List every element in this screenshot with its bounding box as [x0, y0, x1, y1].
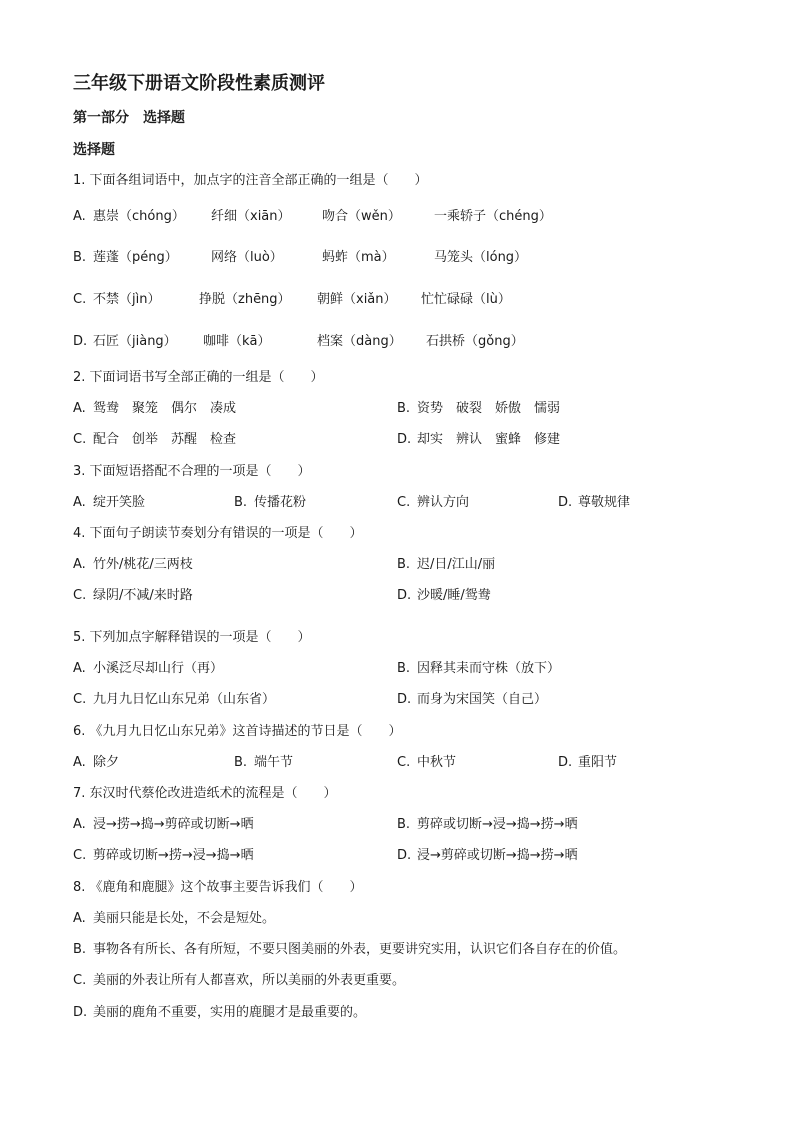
q1-option-a-word-4: 一乘轿子（chéng） [434, 209, 552, 224]
q7-option-d-label: D. [397, 848, 412, 863]
q1-option-a-word-1: 惠崇（chóng） [93, 209, 185, 224]
q4-option-c-text: 绿阴/不减/来时路 [93, 588, 193, 603]
q6-option-d-text: 重阳节 [578, 755, 618, 770]
q3-option-b-text: 传播花粉 [254, 495, 307, 510]
q6-option-b-label: B. [234, 755, 248, 770]
q7-option-a-text: 浸→捞→捣→剪碎或切断→晒 [93, 817, 254, 832]
section-heading: 选择题 [73, 142, 115, 158]
q5-option-c-text: 九月九日忆山东兄弟（山东省） [93, 692, 276, 707]
q6-option-c-label: C. [397, 755, 411, 770]
q2-option-a-text: 鸳鸯 聚笼 偶尔 凑成 [93, 401, 237, 416]
q2-option-a-label: A. [73, 401, 86, 416]
question-8-stem: 8. 《鹿角和鹿腿》这个故事主要告诉我们（ ） [73, 880, 363, 895]
q1-option-d-word-1: 石匠（jiàng） [93, 334, 177, 349]
q8-option-a-label: A. [73, 911, 86, 926]
q2-option-d-text: 却实 辨认 蜜蜂 修建 [417, 432, 561, 447]
q7-option-b-label: B. [397, 817, 411, 832]
q6-option-c-text: 中秋节 [417, 755, 457, 770]
q1-option-a-word-2: 纤细（xiān） [211, 209, 291, 224]
q5-option-a-text: 小溪泛尽却山行（再） [93, 661, 224, 676]
q4-option-b-label: B. [397, 557, 411, 572]
q2-option-b-label: B. [397, 401, 411, 416]
q1-option-a-label: A. [73, 209, 86, 224]
q1-option-d-word-4: 石拱桥（gǒng） [426, 334, 524, 349]
q6-option-b-text: 端午节 [254, 755, 294, 770]
q1-option-d-word-3: 档案（dàng） [317, 334, 402, 349]
q3-option-c-text: 辨认方向 [417, 495, 470, 510]
question-1-stem: 1. 下面各组词语中，加点字的注音全部正确的一组是（ ） [73, 173, 428, 188]
q4-option-c-label: C. [73, 588, 87, 603]
q8-option-a-text: 美丽只能是长处，不会是短处。 [93, 911, 276, 926]
question-5-stem: 5. 下列加点字解释错误的一项是（ ） [73, 630, 311, 645]
q5-option-d-text: 而身为宋国笑（自己） [417, 692, 548, 707]
q4-option-d-text: 沙暖/睡/鸳鸯 [417, 588, 491, 603]
q1-option-b-word-3: 蚂蚱（mà） [322, 250, 395, 265]
q1-option-b-word-4: 马笼头（lóng） [434, 250, 528, 265]
q8-option-c-label: C. [73, 973, 87, 988]
q1-option-d-word-2: 咖啡（kā） [203, 334, 271, 349]
q6-option-a-label: A. [73, 755, 86, 770]
q1-option-a-word-3: 吻合（wěn） [322, 209, 401, 224]
q3-option-b-label: B. [234, 495, 248, 510]
q2-option-d-label: D. [397, 432, 412, 447]
q5-option-b-label: B. [397, 661, 411, 676]
q5-option-b-text: 因释其耒而守株（放下） [417, 661, 561, 676]
q3-option-d-text: 尊敬规律 [578, 495, 631, 510]
question-7-stem: 7. 东汉时代蔡伦改进造纸术的流程是（ ） [73, 786, 337, 801]
page-title: 三年级下册语文阶段性素质测评 [73, 73, 325, 94]
q5-option-c-label: C. [73, 692, 87, 707]
q1-option-c-word-3: 朝鲜（xiǎn） [317, 292, 397, 307]
q1-option-b-word-2: 网络（luò） [211, 250, 283, 265]
q2-option-b-text: 资势 破裂 娇傲 懦弱 [417, 401, 561, 416]
q7-option-b-text: 剪碎或切断→浸→捣→捞→晒 [417, 817, 578, 832]
q3-option-a-label: A. [73, 495, 86, 510]
q2-option-c-text: 配合 创举 苏醒 检查 [93, 432, 237, 447]
q1-option-c-word-4: 忙忙碌碌（lù） [421, 292, 511, 307]
q2-option-c-label: C. [73, 432, 87, 447]
q8-option-d-label: D. [73, 1005, 88, 1020]
q1-option-b-word-1: 莲蓬（péng） [93, 250, 178, 265]
q3-option-a-text: 绽开笑脸 [93, 495, 146, 510]
q7-option-c-label: C. [73, 848, 87, 863]
question-4-stem: 4. 下面句子朗读节奏划分有错误的一项是（ ） [73, 526, 363, 541]
q4-option-b-text: 迟/日/江山/丽 [417, 557, 496, 572]
q4-option-a-text: 竹外/桃花/三两枝 [93, 557, 193, 572]
q1-option-c-label: C. [73, 292, 87, 307]
q8-option-b-text: 事物各有所长、各有所短，不要只图美丽的外表，更要讲究实用，认识它们各自存在的价值。 [93, 942, 627, 957]
q5-option-a-label: A. [73, 661, 86, 676]
q8-option-b-label: B. [73, 942, 87, 957]
q3-option-d-label: D. [558, 495, 573, 510]
part-heading: 第一部分 选择题 [73, 110, 185, 126]
q5-option-d-label: D. [397, 692, 412, 707]
q1-option-c-word-2: 挣脱（zhēng） [199, 292, 291, 307]
question-2-stem: 2. 下面词语书写全部正确的一组是（ ） [73, 370, 324, 385]
q1-option-c-word-1: 不禁（jìn） [93, 292, 161, 307]
q4-option-d-label: D. [397, 588, 412, 603]
q6-option-a-text: 除夕 [93, 755, 120, 770]
q1-option-d-label: D. [73, 334, 88, 349]
q8-option-d-text: 美丽的鹿角不重要，实用的鹿腿才是最重要的。 [93, 1005, 367, 1020]
q4-option-a-label: A. [73, 557, 86, 572]
q7-option-c-text: 剪碎或切断→捞→浸→捣→晒 [93, 848, 254, 863]
q1-option-b-label: B. [73, 250, 87, 265]
q3-option-c-label: C. [397, 495, 411, 510]
question-6-stem: 6. 《九月九日忆山东兄弟》这首诗描述的节日是（ ） [73, 724, 402, 739]
q8-option-c-text: 美丽的外表让所有人都喜欢，所以美丽的外表更重要。 [93, 973, 406, 988]
q6-option-d-label: D. [558, 755, 573, 770]
question-3-stem: 3. 下面短语搭配不合理的一项是（ ） [73, 464, 311, 479]
q7-option-d-text: 浸→剪碎或切断→捣→捞→晒 [417, 848, 578, 863]
q7-option-a-label: A. [73, 817, 86, 832]
